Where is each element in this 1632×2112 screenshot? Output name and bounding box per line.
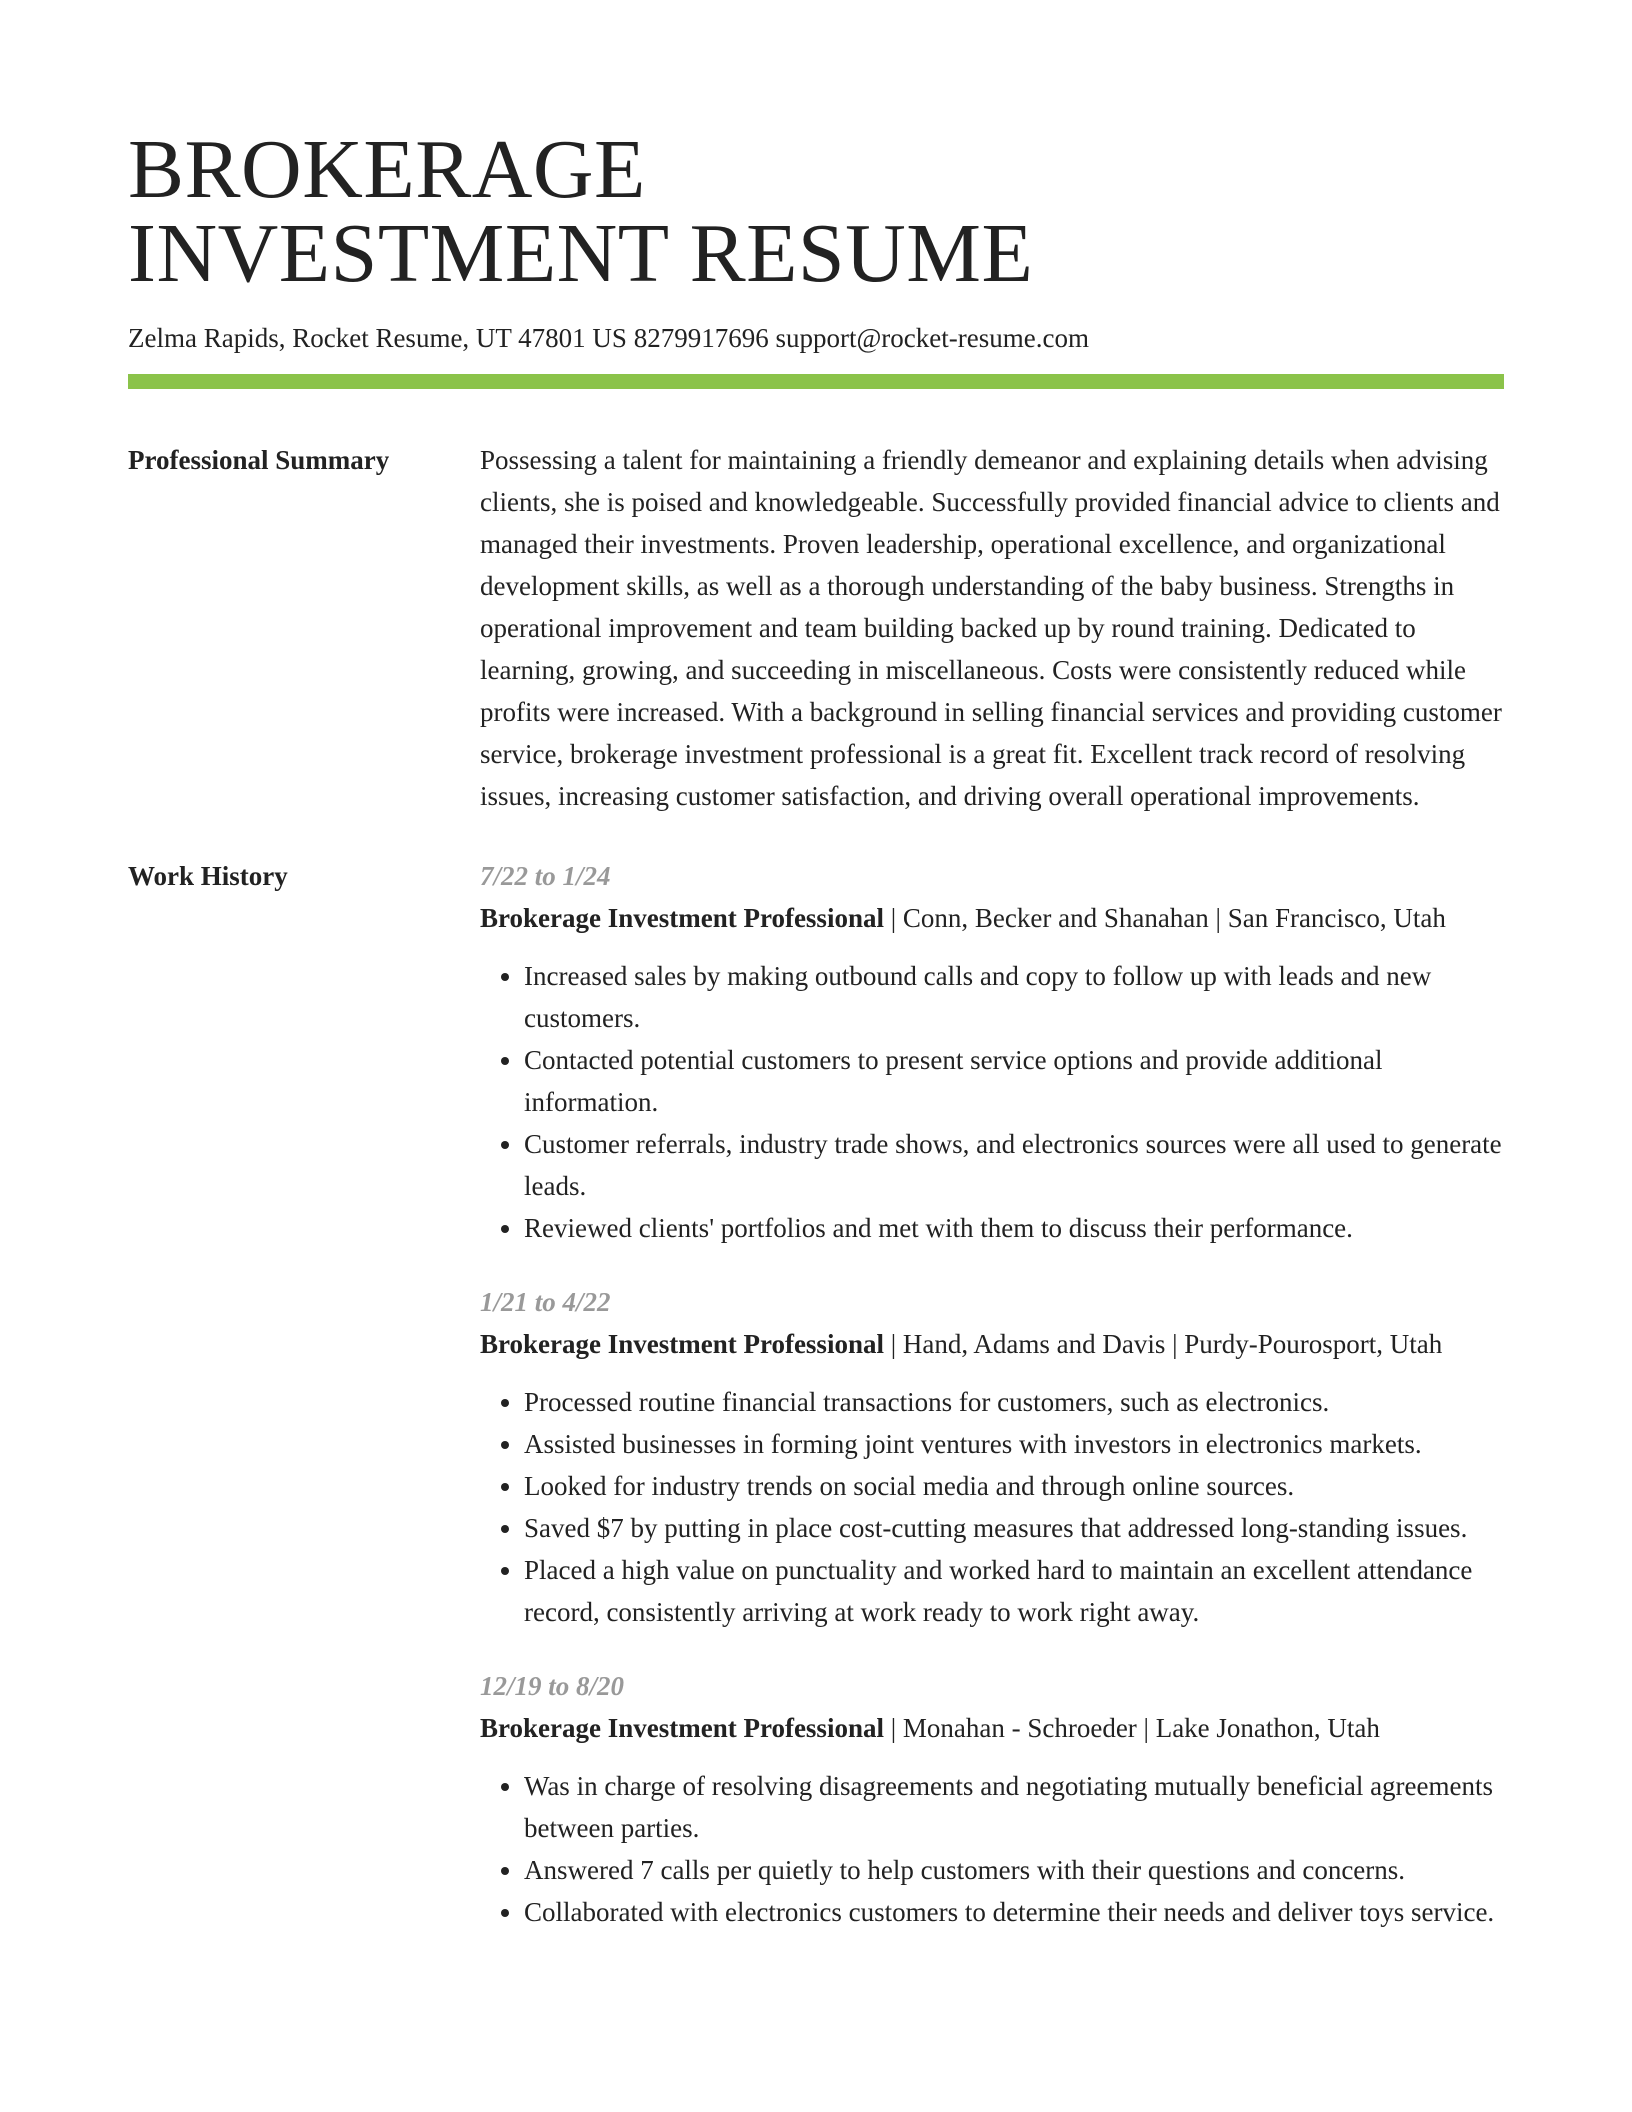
title-line-2: INVESTMENT RESUME [128,207,1034,300]
job-dates: 1/21 to 4/22 [480,1287,611,1317]
accent-divider [128,374,1504,389]
job-dates: 7/22 to 1/24 [480,861,611,891]
professional-summary-section [128,439,1504,817]
job-bullet: • Customer referrals, industry trade shows, and electronics sources were all used to generate leads. [524,1123,1504,1207]
job-list [480,855,1504,1965]
resume-title [128,0,1504,300]
resume-page [128,0,1504,1965]
job-bullets [480,1765,1504,1933]
job-title: Brokerage Investment Professional [480,1713,884,1743]
job-bullet: • Was in charge of resolving disagreements and negotiating mutually beneficial agreements between parties. [524,1765,1504,1849]
job-bullet: • Looked for industry trends on social media and through online sources. [524,1465,1504,1507]
job-bullet: • Increased sales by making outbound calls and copy to follow up with leads and new customers. [524,955,1504,1039]
job-details: | Hand, Adams and Davis | Purdy-Pourosport, Utah [883,1329,1443,1359]
title-line-1: BROKERAGE [128,123,646,216]
job-heading [480,1707,1504,1749]
job-dates: 12/19 to 8/20 [480,1671,625,1701]
job-title: Brokerage Investment Professional [480,903,884,933]
summary-text: Possessing a talent for maintaining a friendly demeanor and explaining details when advising clients, she is poised and knowledgeable. Successfully provided financial advice to clients and managed their investments. Proven leadership, operational excellence, and organizational development skills, as well as a thorough understanding of the baby business. Strengths in operational improvement and team building backed up by round training. Dedicated to learning, growing, and succeeding in miscellaneous. Costs were consistently reduced while profits were increased. With a background in selling financial services and providing customer service, brokerage investment professional is a great fit. Excellent track record of resolving issues, increasing customer satisfaction, and driving overall operational improvements. [480,445,1502,811]
job-bullet: • Assisted businesses in forming joint ventures with investors in electronics markets. [524,1423,1504,1465]
job-details: | Conn, Becker and Shanahan | San Francisco, Utah [883,903,1446,933]
job-entry [480,1665,1504,1933]
job-details: | Monahan - Schroeder | Lake Jonathon, Utah [883,1713,1380,1743]
section-label-work: Work History [128,861,288,891]
job-heading [480,897,1504,939]
contact-info: Zelma Rapids, Rocket Resume, UT 47801 US 8279917696 support@rocket-resume.com [128,323,1089,353]
job-entry [480,1281,1504,1633]
section-label-summary: Professional Summary [128,445,390,475]
job-bullet: • Saved $7 by putting in place cost-cutting measures that addressed long-standing issues. [524,1507,1504,1549]
job-bullets [480,955,1504,1249]
job-bullet: • Reviewed clients' portfolios and met with them to discuss their performance. [524,1207,1504,1249]
job-bullet: • Processed routine financial transactions for customers, such as electronics. [524,1381,1504,1423]
job-bullet: • Answered 7 calls per quietly to help customers with their questions and concerns. [524,1849,1504,1891]
job-bullet: • Contacted potential customers to present service options and provide additional information. [524,1039,1504,1123]
job-title: Brokerage Investment Professional [480,1329,884,1359]
job-heading [480,1323,1504,1365]
job-bullet: • Placed a high value on punctuality and worked hard to maintain an excellent attendance record, consistently arriving at work ready to work right away. [524,1549,1504,1633]
job-bullet: • Collaborated with electronics customers to determine their needs and deliver toys service. [524,1891,1504,1933]
job-entry [480,855,1504,1249]
work-history-section [128,855,1504,1965]
job-bullets [480,1381,1504,1633]
